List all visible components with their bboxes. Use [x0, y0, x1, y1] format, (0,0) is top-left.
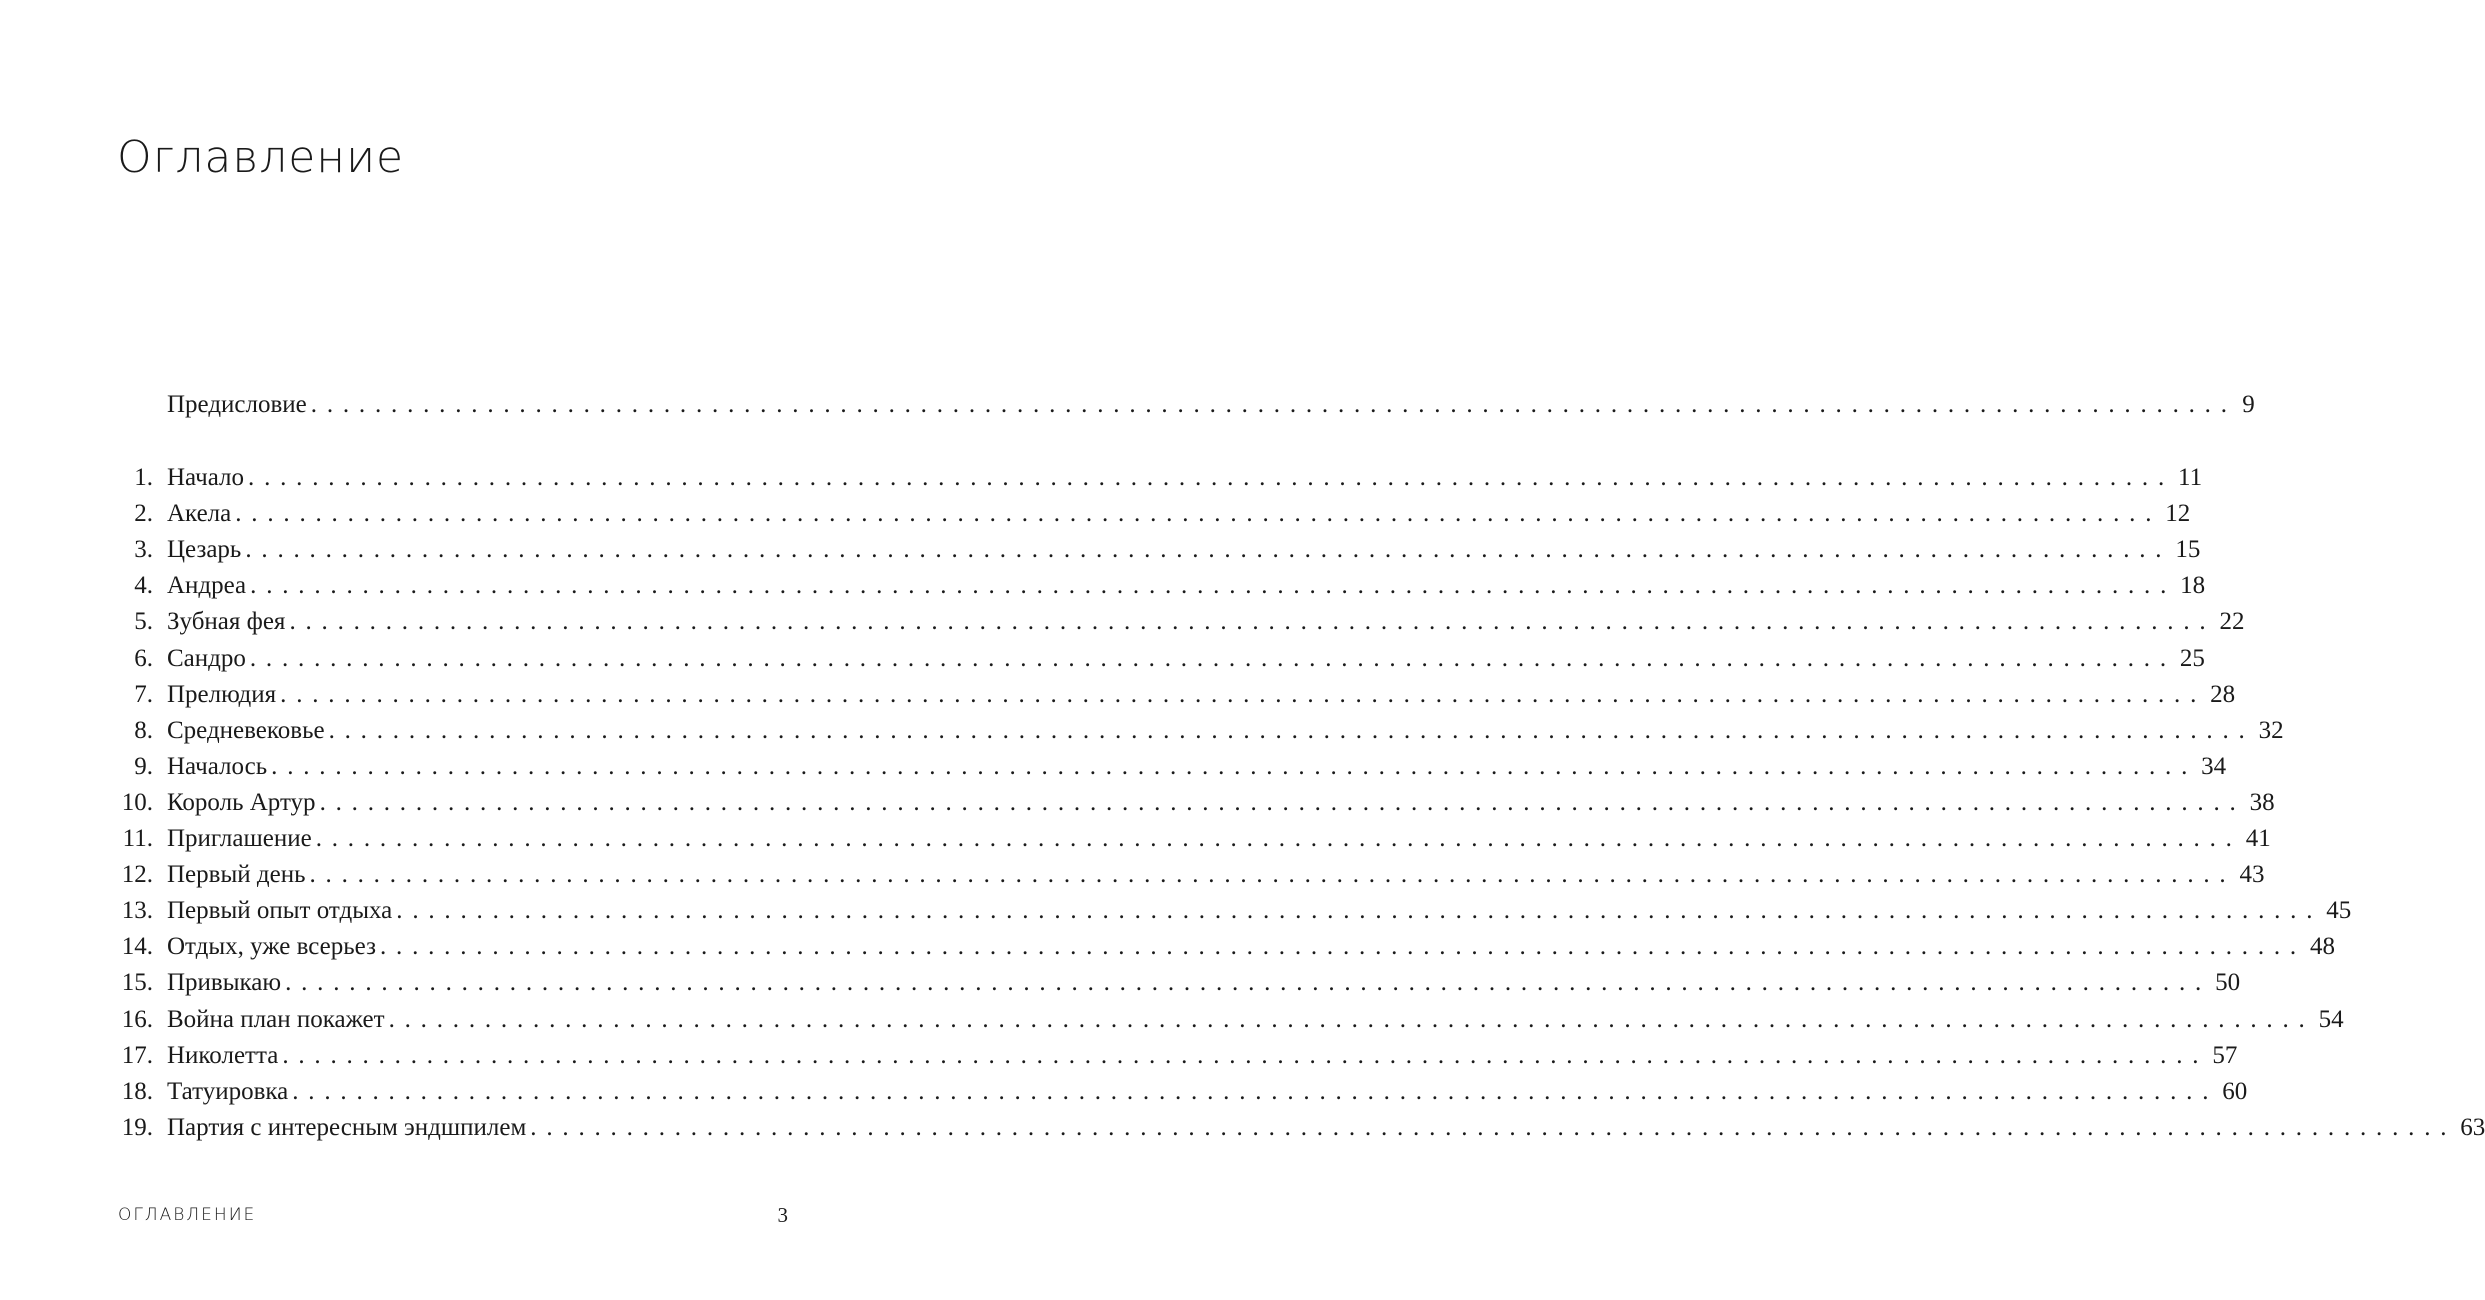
- toc-entry-number: 19.: [121, 1113, 153, 1141]
- toc-entry-label: Первый опыт отдыха: [167, 897, 393, 925]
- toc-entry: [115, 933, 2335, 969]
- toc-entry-number: 15.: [121, 969, 153, 997]
- page-number: 3: [777, 1203, 788, 1227]
- toc-entry-label: Привыкаю: [167, 969, 282, 997]
- toc-entry-page: 54: [2318, 1005, 2344, 1033]
- dot-leader: ........................................................................................................................: [530, 1113, 2457, 1141]
- toc-entry-number: 12.: [121, 861, 153, 889]
- dot-leader: ........................................................................................................................: [245, 536, 2172, 564]
- toc-entry-label: Средневековье: [167, 716, 325, 744]
- toc-entry-number: 18.: [121, 1077, 153, 1105]
- toc-entry: [115, 608, 2245, 644]
- dot-leader: ........................................................................................................................: [285, 969, 2212, 997]
- toc-entry-preface: [115, 391, 2255, 427]
- toc-entry-label: Прелюдия: [167, 680, 277, 708]
- toc-entry: [115, 1041, 2238, 1078]
- toc-entry-label: Татуировка: [167, 1077, 289, 1105]
- dot-leader: ........................................................................................................................: [319, 788, 2246, 816]
- page-title: Оглавление: [117, 132, 405, 183]
- toc-entry: [115, 1077, 2248, 1114]
- dot-leader: ........................................................................................................................: [328, 716, 2255, 744]
- toc-entry-page: 63: [2460, 1113, 2485, 1141]
- toc-entry-page: 9: [2242, 391, 2255, 418]
- toc-entry-page: 32: [2258, 716, 2284, 744]
- toc-entry-label: Партия с интересным эндшпилем: [167, 1113, 527, 1141]
- dot-leader: ........................................................................................................................: [248, 464, 2175, 492]
- dot-leader: ........................................................................................................................: [309, 861, 2236, 889]
- toc-entry-number: 9.: [134, 752, 153, 780]
- toc-entry-page: 25: [2179, 644, 2205, 672]
- dot-leader: ........................................................................................................................: [235, 500, 2162, 528]
- toc-entry-label: Началось: [167, 752, 268, 780]
- toc-entry-page: 15: [2175, 536, 2201, 564]
- toc-entry: [115, 825, 2271, 861]
- toc-entry-page: 22: [2219, 608, 2245, 636]
- toc-entry-page: 50: [2215, 969, 2241, 997]
- toc-entry-label: Отдых, уже всерьез: [167, 933, 376, 961]
- toc-entry-label: Акела: [167, 500, 232, 528]
- toc-entry-label: Николетта: [167, 1041, 279, 1069]
- dot-leader: ........................................................................................................................: [280, 680, 2207, 708]
- dot-leader: ........................................................................................................................: [310, 391, 2237, 418]
- toc-entry: [115, 644, 2205, 681]
- toc-entries: [115, 464, 2485, 1150]
- toc-entry-number: 6.: [134, 644, 153, 672]
- toc-entry-page: 41: [2245, 825, 2271, 853]
- dot-leader: ........................................................................................................................: [379, 933, 2306, 961]
- dot-leader: ........................................................................................................................: [282, 1041, 2209, 1069]
- toc-entry-number: 2.: [134, 500, 153, 528]
- toc-entry: [115, 1113, 2485, 1150]
- toc-entry-label: Война план покажет: [167, 1005, 385, 1033]
- toc-entry-label: Начало: [167, 464, 245, 492]
- dot-leader: ........................................................................................................................: [396, 897, 2323, 925]
- toc-entry-page: 28: [2210, 680, 2236, 708]
- toc-entry: [115, 500, 2191, 536]
- toc-entry-number: 1.: [134, 464, 153, 492]
- toc-entry-number: 16.: [121, 1005, 153, 1033]
- toc-entry: [115, 788, 2275, 825]
- toc-entry-number: 7.: [134, 680, 153, 708]
- toc-entry-page: 34: [2201, 752, 2227, 780]
- toc-entry-number: 17.: [121, 1041, 153, 1069]
- toc-entry-label: Андреа: [167, 572, 247, 600]
- toc-entry-page: 60: [2222, 1077, 2248, 1105]
- toc-entry-label: Сандро: [167, 644, 246, 672]
- toc-entry-number: 14.: [121, 933, 153, 961]
- toc-entry-number: 13.: [121, 897, 153, 925]
- dot-leader: ........................................................................................................................: [292, 1077, 2219, 1105]
- dot-leader: ........................................................................................................................: [315, 825, 2242, 853]
- toc-entry-page: 48: [2309, 933, 2335, 961]
- toc-entry: [115, 716, 2284, 753]
- toc-entry: [115, 536, 2201, 572]
- toc-entry: [115, 572, 2206, 608]
- toc-entry-page: 12: [2165, 500, 2191, 528]
- toc-entry-page: 57: [2212, 1041, 2238, 1069]
- toc-entry: [115, 464, 2203, 500]
- toc-entry-page: 18: [2180, 572, 2206, 600]
- dot-leader: ........................................................................................................................: [289, 608, 2216, 636]
- toc-entry-label: Предисловие: [167, 391, 307, 418]
- toc-entry-label: Первый день: [167, 861, 306, 889]
- toc-entry-number: 11.: [122, 825, 153, 853]
- toc-entry: [115, 897, 2352, 933]
- toc-entry-number: 8.: [134, 716, 153, 744]
- table-of-contents: [115, 391, 2485, 1150]
- toc-entry-page: 43: [2239, 861, 2265, 889]
- toc-entry: [115, 1005, 2344, 1042]
- toc-entry-number: 4.: [134, 572, 153, 600]
- toc-entry-number: 5.: [134, 608, 153, 636]
- dot-leader: ........................................................................................................................: [249, 644, 2176, 672]
- toc-entry-label: Зубная фея: [167, 608, 286, 636]
- running-footer-section: ОГЛАВЛЕНИЕ: [118, 1205, 257, 1225]
- toc-entry-page: 11: [2178, 464, 2203, 492]
- toc-entry: [115, 969, 2241, 1005]
- dot-leader: ........................................................................................................................: [271, 752, 2198, 780]
- toc-entry-page: 45: [2326, 897, 2352, 925]
- toc-entry-page: 38: [2249, 788, 2275, 816]
- toc-entry-label: Приглашение: [167, 825, 312, 853]
- toc-entry-number: 3.: [134, 536, 153, 564]
- toc-entry-number: 10.: [121, 788, 153, 816]
- toc-entry: [115, 680, 2236, 717]
- toc-entry-label: Цезарь: [167, 536, 242, 564]
- toc-entry: [115, 752, 2227, 789]
- toc-entry-label: Король Артур: [167, 788, 316, 816]
- dot-leader: ........................................................................................................................: [250, 572, 2177, 600]
- dot-leader: ........................................................................................................................: [388, 1005, 2315, 1033]
- toc-entry: [115, 861, 2265, 897]
